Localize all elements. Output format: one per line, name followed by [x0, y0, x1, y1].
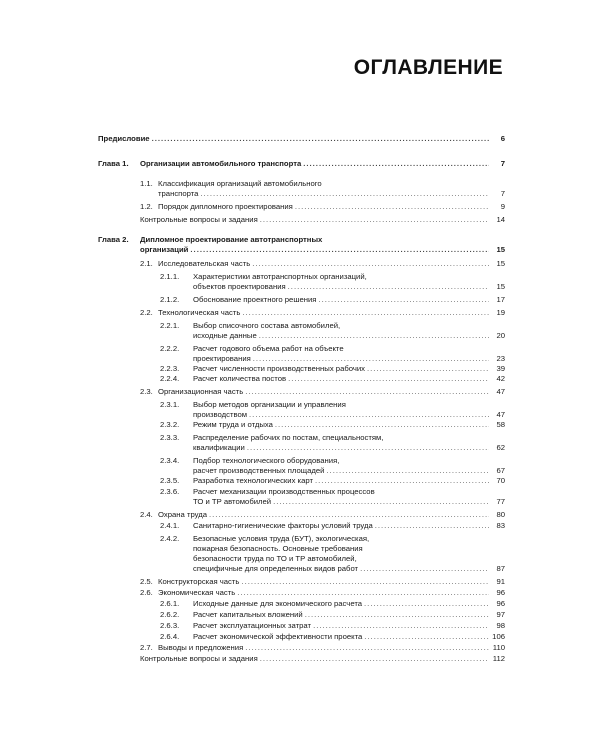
toc-entry-title-line: Санитарно-гигиенические факторы условий труда [193, 521, 373, 530]
toc-entry-title-line: пожарная безопасность. Основные требования [193, 544, 363, 553]
toc-entry[interactable] [98, 159, 505, 169]
toc-entry-title-line: Обоснование проектного решения [193, 295, 317, 304]
toc-entry[interactable] [98, 400, 505, 420]
toc-entry-page: 67 [496, 466, 505, 475]
toc-entry-title-line: Организационная часть [158, 387, 244, 396]
dot-leader [190, 245, 489, 255]
toc-entry-title-line: Исходные данные для экономического расчета [193, 599, 363, 608]
toc-entry-title-line: организаций [140, 245, 189, 254]
toc-entry-number: 2.2.2. [160, 344, 180, 353]
dot-leader [259, 331, 489, 341]
dot-leader [364, 599, 489, 609]
toc-entry[interactable] [98, 610, 505, 620]
toc-entry-number: 2.3.2. [160, 420, 180, 429]
dot-leader [295, 202, 489, 212]
toc-entry-number: 2.2.3. [160, 364, 180, 373]
toc-entry-page: 83 [496, 521, 505, 530]
dot-leader [315, 476, 489, 486]
toc-entry-number: 2.4.1. [160, 521, 180, 530]
toc-entry-title-line: Расчет количества постов [193, 374, 287, 383]
toc-entry-page: 96 [496, 588, 505, 597]
toc-entry-page: 6 [500, 134, 505, 143]
dot-leader [209, 510, 489, 520]
toc-entry-title-line: Организации автомобильного транспорта [140, 159, 302, 168]
toc-entry[interactable] [98, 654, 505, 664]
toc-entry-title-line: Расчет эксплуатационных затрат [193, 621, 312, 630]
toc-entry-page: 7 [500, 189, 505, 198]
page-title: ОГЛАВЛЕНИЕ [353, 56, 503, 79]
dot-leader [242, 308, 489, 318]
toc-entry-page: 15 [496, 282, 505, 291]
toc-entry[interactable] [98, 179, 505, 199]
toc-entry-number: 2.1.2. [160, 295, 180, 304]
toc-entry-title-line: Характеристики автотранспортных организаций, [193, 272, 367, 281]
toc-entry-number: 2.3. [140, 387, 153, 396]
table-of-contents [98, 134, 505, 664]
dot-leader [152, 134, 489, 144]
dot-leader [375, 521, 489, 531]
toc-entry-title-line: квалификации [193, 443, 245, 452]
toc-entry-page: 110 [492, 643, 505, 652]
toc-entry-page: 15 [496, 245, 505, 254]
toc-entry-title-line: Дипломное проектирование автотранспортных [140, 235, 323, 244]
toc-entry-page: 98 [496, 621, 505, 630]
dot-leader [245, 387, 489, 397]
toc-entry-page: 42 [496, 374, 505, 383]
toc-entry-title-line: исходные данные [193, 331, 257, 340]
toc-entry-number: 2.6.1. [160, 599, 180, 608]
toc-entry[interactable] [98, 259, 505, 269]
toc-entry-title-line: Расчет численности производственных рабочих [193, 364, 366, 373]
toc-entry[interactable] [98, 215, 505, 225]
toc-entry-page: 70 [496, 476, 505, 485]
toc-entry-title-line: Расчет экономической эффективности проекта [193, 632, 363, 641]
toc-entry[interactable] [98, 134, 505, 144]
dot-leader [237, 588, 489, 598]
toc-entry-number: 2.3.4. [160, 456, 180, 465]
toc-entry-page: 112 [492, 654, 505, 663]
toc-entry-title-line: Экономическая часть [158, 588, 236, 597]
toc-entry-title-line: ТО и ТР автомобилей [193, 497, 272, 506]
toc-entry-title-line: Расчет механизации производственных процессов [193, 487, 375, 496]
dot-leader [326, 466, 489, 476]
toc-entry[interactable] [98, 272, 505, 292]
dot-leader [260, 654, 489, 664]
toc-entry-number: 2.2.4. [160, 374, 180, 383]
dot-leader [247, 443, 489, 453]
toc-entry-page: 97 [496, 610, 505, 619]
dot-leader [313, 621, 489, 631]
toc-entry-number: 2.4. [140, 510, 153, 519]
toc-entry-number: 2.2.1. [160, 321, 180, 330]
toc-entry-number: 2.3.1. [160, 400, 180, 409]
toc-entry-page: 9 [500, 202, 505, 211]
dot-leader [367, 364, 489, 374]
toc-entry-number: 2.6.4. [160, 632, 180, 641]
toc-entry-page: 47 [496, 410, 505, 419]
dot-leader [364, 632, 489, 642]
toc-entry-number: 2.1. [140, 259, 153, 268]
toc-entry[interactable] [98, 202, 505, 212]
dot-leader [288, 282, 489, 292]
toc-entry-title-line: безопасности труда по ТО и ТР автомобилей, [193, 554, 357, 563]
toc-entry-title-line: специфичные для определенных видов работ [193, 564, 359, 573]
dot-leader [303, 159, 489, 169]
toc-entry-page: 17 [496, 295, 505, 304]
toc-entry-title-line: Предисловие [98, 134, 150, 143]
dot-leader [260, 215, 489, 225]
toc-entry-page: 77 [496, 497, 505, 506]
toc-entry-title-line: Выбор методов организации и управления [193, 400, 346, 409]
toc-entry[interactable] [98, 621, 505, 631]
toc-entry-number: Глава 1. [98, 159, 129, 168]
toc-entry[interactable] [98, 295, 505, 305]
toc-entry-title-line: Порядок дипломного проектирования [158, 202, 293, 211]
toc-entry-page: 47 [496, 387, 505, 396]
toc-entry-title-line: Выбор списочного состава автомобилей, [193, 321, 341, 330]
toc-entry-number: 2.2. [140, 308, 153, 317]
toc-entry[interactable] [98, 632, 505, 642]
dot-leader [253, 354, 489, 364]
toc-entry-page: 62 [496, 443, 505, 452]
toc-entry-title-line: Распределение рабочих по постам, специальностям, [193, 433, 384, 442]
toc-entry-page: 106 [492, 632, 505, 641]
toc-entry-page: 87 [496, 564, 505, 573]
toc-entry[interactable] [98, 599, 505, 609]
dot-leader [200, 189, 489, 199]
toc-entry-page: 7 [500, 159, 505, 168]
toc-entry-title-line: Подбор технологического оборудования, [193, 456, 340, 465]
toc-entry-title-line: Безопасные условия труда (БУТ), экологическая, [193, 534, 370, 543]
toc-entry-page: 80 [496, 510, 505, 519]
toc-entry-number: Глава 2. [98, 235, 129, 244]
toc-entry-number: 2.6.2. [160, 610, 180, 619]
toc-entry[interactable] [98, 420, 505, 430]
toc-entry-title-line: производством [193, 410, 248, 419]
toc-entry-page: 39 [496, 364, 505, 373]
toc-entry-title-line: транспорта [158, 189, 199, 198]
toc-entry[interactable] [98, 487, 505, 507]
toc-entry-title-line: Режим труда и отдыха [193, 420, 273, 429]
toc-entry-number: 2.7. [140, 643, 153, 652]
dot-leader [249, 410, 489, 420]
toc-entry-title-line: расчет производственных площадей [193, 466, 325, 475]
toc-entry-page: 14 [496, 215, 505, 224]
toc-entry[interactable] [98, 374, 505, 384]
toc-entry[interactable] [98, 235, 505, 255]
toc-entry[interactable] [98, 521, 505, 531]
toc-entry-title-line: Разработка технологических карт [193, 476, 313, 485]
toc-entry-number: 2.6.3. [160, 621, 180, 630]
toc-entry[interactable] [98, 433, 505, 453]
dot-leader [305, 610, 489, 620]
toc-entry-page: 15 [496, 259, 505, 268]
toc-entry[interactable] [98, 387, 505, 397]
toc-entry[interactable] [98, 577, 505, 587]
toc-entry-number: 2.4.2. [160, 534, 180, 543]
toc-entry[interactable] [98, 534, 505, 574]
toc-entry-number: 2.3.5. [160, 476, 180, 485]
toc-entry-number: 2.6. [140, 588, 153, 597]
dot-leader [318, 295, 489, 305]
toc-entry[interactable] [98, 643, 505, 653]
toc-entry-page: 96 [496, 599, 505, 608]
toc-entry-page: 58 [496, 420, 505, 429]
toc-entry-page: 19 [496, 308, 505, 317]
dot-leader [275, 420, 489, 430]
toc-entry-title-line: Охрана труда [158, 510, 208, 519]
toc-entry-page: 91 [496, 577, 505, 586]
toc-entry-title-line: Расчет капитальных вложений [193, 610, 303, 619]
toc-entry[interactable] [98, 456, 505, 476]
toc-entry-page: 20 [496, 331, 505, 340]
toc-entry-number: 1.2. [140, 202, 153, 211]
toc-entry-title-line: Контрольные вопросы и задания [140, 654, 258, 663]
toc-entry-title-line: объектов проектирования [193, 282, 286, 291]
toc-entry[interactable] [98, 321, 505, 341]
dot-leader [288, 374, 489, 384]
toc-entry-title-line: проектирования [193, 354, 251, 363]
toc-entry[interactable] [98, 308, 505, 318]
toc-entry-number: 2.5. [140, 577, 153, 586]
toc-entry-title-line: Технологическая часть [158, 308, 241, 317]
toc-entry[interactable] [98, 364, 505, 374]
toc-entry-title-line: Расчет годового объема работ на объекте [193, 344, 344, 353]
toc-entry-number: 2.3.3. [160, 433, 180, 442]
toc-entry-title-line: Исследовательская часть [158, 259, 251, 268]
dot-leader [245, 643, 489, 653]
toc-entry-number: 2.3.6. [160, 487, 180, 496]
dot-leader [252, 259, 489, 269]
toc-entry[interactable] [98, 344, 505, 364]
toc-entry-title-line: Контрольные вопросы и задания [140, 215, 258, 224]
dot-leader [241, 577, 489, 587]
toc-entry[interactable] [98, 588, 505, 598]
toc-entry-page: 23 [496, 354, 505, 363]
dot-leader [273, 497, 489, 507]
toc-entry-number: 2.1.1. [160, 272, 180, 281]
toc-entry-title-line: Классификация организаций автомобильного [158, 179, 322, 188]
toc-entry[interactable] [98, 476, 505, 486]
toc-entry[interactable] [98, 510, 505, 520]
toc-entry-number: 1.1. [140, 179, 153, 188]
toc-entry-title-line: Конструкторская часть [158, 577, 240, 586]
dot-leader [360, 564, 489, 574]
toc-entry-title-line: Выводы и предложения [158, 643, 244, 652]
